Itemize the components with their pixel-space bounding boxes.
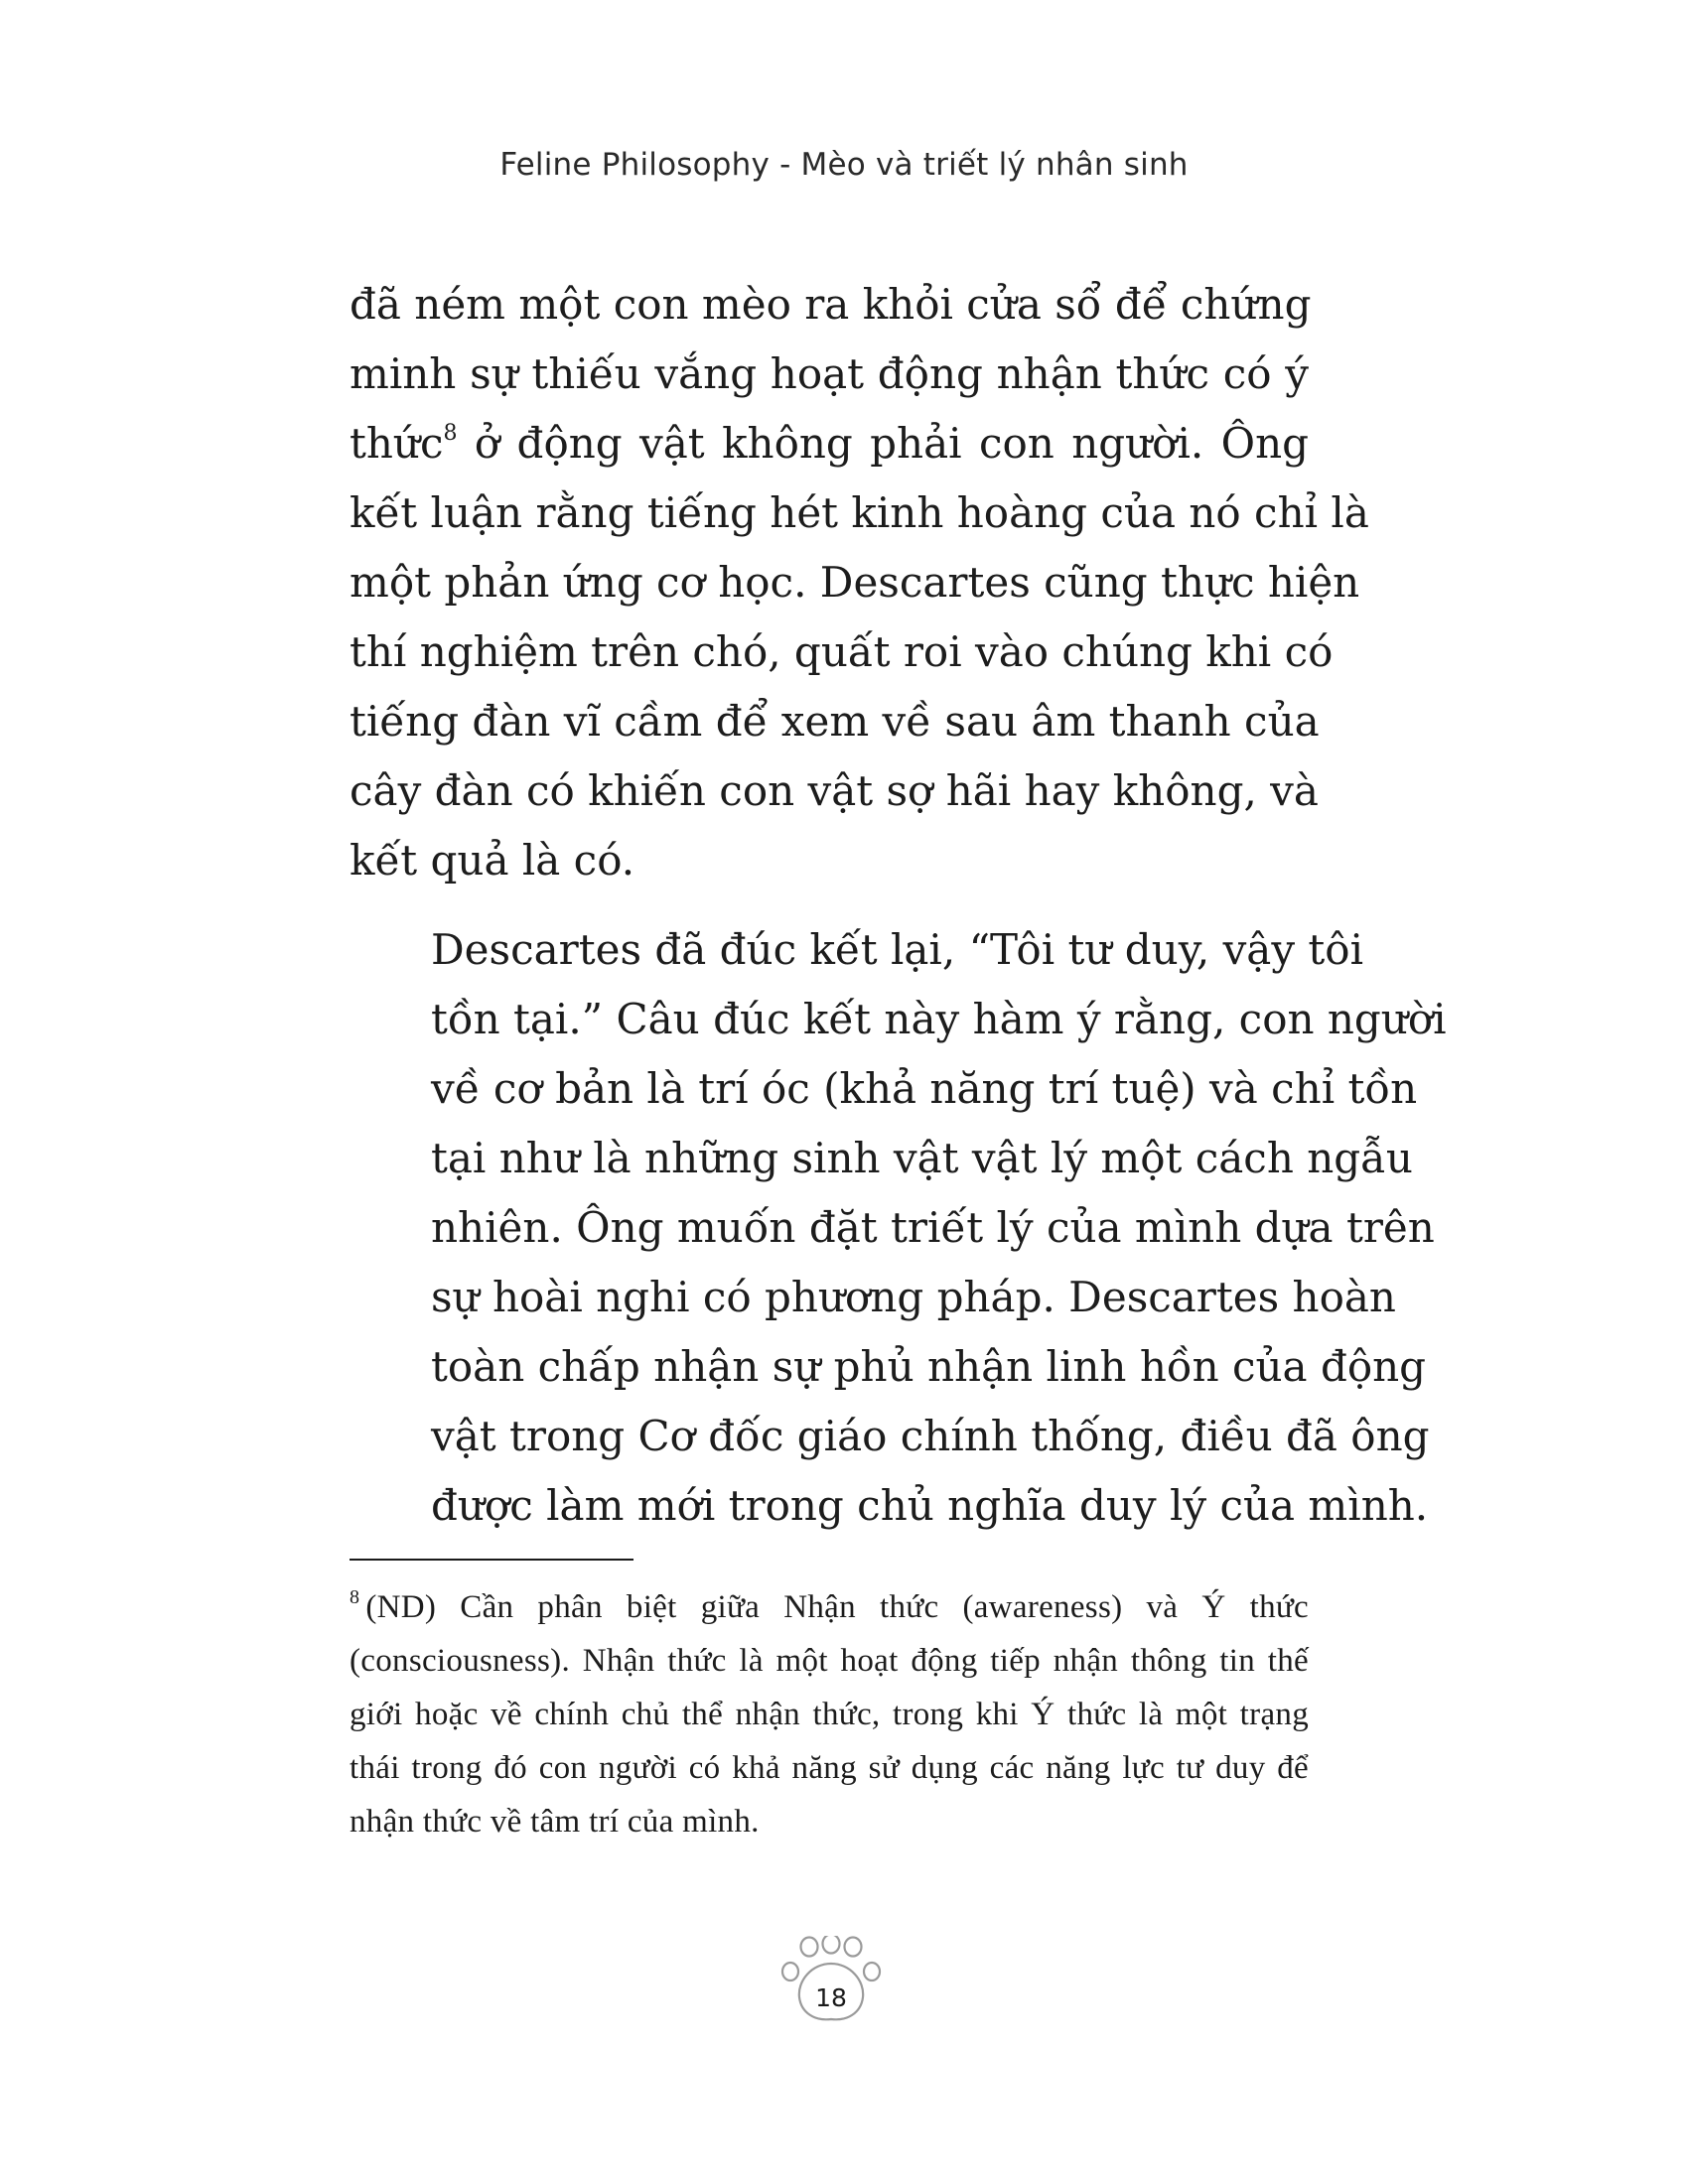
- text-line: một phản ứng cơ học. Descartes cũng thực hiện: [350, 558, 1360, 607]
- paragraph-2: [350, 915, 1447, 1541]
- text-line: đã ném một con mèo ra khỏi cửa sổ để chứng: [350, 280, 1312, 329]
- page-number-badge: [779, 1936, 883, 2025]
- text-line: minh sự thiếu vắng hoạt động nhận thức có ý: [350, 349, 1309, 398]
- text-line: kết luận rằng tiếng hét kinh hoàng của nó chỉ là: [350, 488, 1369, 537]
- page-number: 18: [815, 1983, 847, 2012]
- text-line: vật trong Cơ đốc giáo chính thống, điều đã ông: [431, 1412, 1430, 1460]
- footnote-reference: 8: [443, 421, 458, 446]
- text-line: tiếng đàn vĩ cầm để xem về sau âm thanh của: [350, 697, 1320, 746]
- text-line: được làm mới trong chủ nghĩa duy lý của mình.: [431, 1481, 1429, 1530]
- text-line: tồn tại.” Câu đúc kết này hàm ý rằng, con người: [431, 995, 1447, 1043]
- footnote: [350, 1580, 1309, 1848]
- text-fragment: thức: [350, 419, 444, 468]
- footnote-text: (ND) Cần phân biệt giữa Nhận thức (awareness) và Ý thức (consciousness). Nhận thức là một hoạt động tiếp nhận thông tin thế giới hoặc về chính chủ thể nhận thức, trong khi Ý thức là một trạng thái trong đó con người có khả năng sử dụng các năng lực tư duy để nhận thức về tâm trí của mình.: [350, 1589, 1309, 1840]
- text-line: Descartes đã đúc kết lại, “Tôi tư duy, vậy tôi: [431, 925, 1364, 974]
- paragraph-1: [350, 270, 1369, 895]
- text-line: về cơ bản là trí óc (khả năng trí tuệ) và chỉ tồn: [431, 1064, 1418, 1113]
- text-line: cây đàn có khiến con vật sợ hãi hay không, và: [350, 766, 1319, 815]
- text-line: sự hoài nghi có phương pháp. Descartes hoàn: [431, 1273, 1396, 1321]
- text-line: nhiên. Ông muốn đặt triết lý của mình dựa trên: [431, 1203, 1435, 1252]
- text-line: kết quả là có.: [350, 836, 635, 885]
- running-header: Feline Philosophy - Mèo và triết lý nhân sinh: [499, 147, 1189, 183]
- body-text: [350, 270, 1447, 1541]
- footnote-divider: [350, 1559, 633, 1561]
- text-line: thí nghiệm trên chó, quất roi vào chúng khi có: [350, 627, 1334, 676]
- text-line: toàn chấp nhận sự phủ nhận linh hồn của động: [431, 1342, 1427, 1391]
- footnote-marker: 8: [350, 1586, 360, 1608]
- text-fragment: ở động vật không phải con người. Ông: [474, 419, 1309, 468]
- text-line: tại như là những sinh vật vật lý một cách ngẫu: [431, 1134, 1413, 1182]
- text-line: [350, 409, 1309, 478]
